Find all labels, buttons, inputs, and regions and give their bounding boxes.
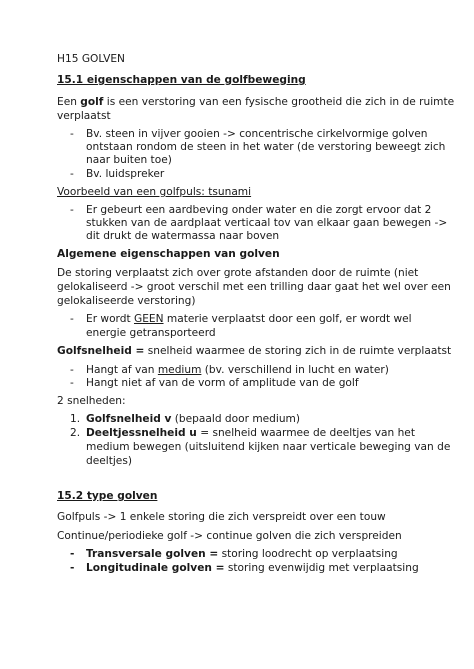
- bullet-tsunami-line1: Er gebeurt een aardbeving onder water en die zorgt ervoor dat 2: [86, 204, 432, 216]
- paragraph-golf-definition-line2: verplaatst: [57, 110, 111, 122]
- bullet-steen-line3: naar buiten toe): [86, 154, 172, 166]
- item-golfsnelheid-v: Golfsnelheid v (bepaald door medium): [86, 413, 300, 425]
- item-deeltjessnelheid-line2: medium bewegen (uitsluitend kijken naar verticale beweging van de: [86, 441, 451, 453]
- list-number: 2.: [70, 427, 81, 439]
- twee-snelheden-label: 2 snelheden:: [57, 395, 126, 407]
- bullet-hangt-af-medium: Hangt af van medium (bv. verschillend in lucht en water): [86, 364, 389, 376]
- list-number: 1.: [70, 413, 81, 425]
- bullet-hangt-niet-af: Hangt niet af van de vorm of amplitude van de golf: [86, 377, 359, 389]
- item-deeltjessnelheid-line1: Deeltjessnelheid u = snelheid waarmee de deeltjes van het: [86, 427, 415, 439]
- section-heading-15-2: 15.2 type golven: [57, 490, 158, 502]
- bullet-dash: -: [70, 128, 74, 140]
- bullet-dash: -: [70, 377, 74, 389]
- item-deeltjessnelheid-line3: deeltjes): [86, 455, 132, 467]
- bullet-transversale-golven: Transversale golven = storing loodrecht op verplaatsing: [86, 548, 398, 560]
- continue-golf-definition: Continue/periodieke golf -> continue golven die zich verspreiden: [57, 530, 402, 542]
- golfsnelheid-definition: Golfsnelheid = snelheid waarmee de storing zich in de ruimte verplaatst: [57, 345, 452, 357]
- bullet-tsunami-line3: dit drukt de watermassa naar boven: [86, 230, 280, 242]
- bullet-tsunami-line2: stukken van de aardplaat verticaal tov van elkaar gaan bewegen ->: [86, 217, 448, 229]
- bullet-longitudinale-golven: Longitudinale golven = storing evenwijdig met verplaatsing: [86, 562, 419, 574]
- subheading-algemene-eigenschappen: Algemene eigenschappen van golven: [57, 248, 280, 260]
- bullet-dash: -: [70, 313, 74, 325]
- paragraph-storing-line1: De storing verplaatst zich over grote afstanden door de ruimte (niet: [57, 267, 419, 279]
- bullet-geen-materie-line1: Er wordt GEEN materie verplaatst door een golf, er wordt wel: [86, 313, 412, 325]
- paragraph-golf-definition: Een golf is een verstoring van een fysische grootheid die zich in de ruimte: [57, 96, 455, 108]
- example-heading: Voorbeeld van een golfpuls: tsunami: [57, 186, 252, 198]
- bullet-dash: -: [70, 548, 75, 560]
- bullet-dash: -: [70, 364, 74, 376]
- paragraph-storing-line3: gelokaliseerde verstoring): [57, 295, 196, 307]
- bullet-dash: -: [70, 168, 74, 180]
- golfpuls-definition: Golfpuls -> 1 enkele storing die zich verspreidt over een touw: [57, 511, 386, 523]
- bullet-steen-line1: Bv. steen in vijver gooien -> concentrische cirkelvormige golven: [86, 128, 428, 140]
- bullet-steen-line2: ontstaan rondom de steen in het water (de verstoring beweegt zich: [86, 141, 446, 153]
- bullet-luidspreker: Bv. luidspreker: [86, 168, 165, 180]
- section-heading-15-1: 15.1 eigenschappen van de golfbeweging: [57, 74, 306, 86]
- bullet-dash: -: [70, 562, 75, 574]
- bullet-dash: -: [70, 204, 74, 216]
- chapter-title: H15 GOLVEN: [57, 53, 125, 65]
- paragraph-storing-line2: gelokaliseerd -> groot verschil met een trilling daar gaat het wel over een: [57, 281, 451, 293]
- bullet-geen-materie-line2: energie getransporteerd: [86, 327, 216, 339]
